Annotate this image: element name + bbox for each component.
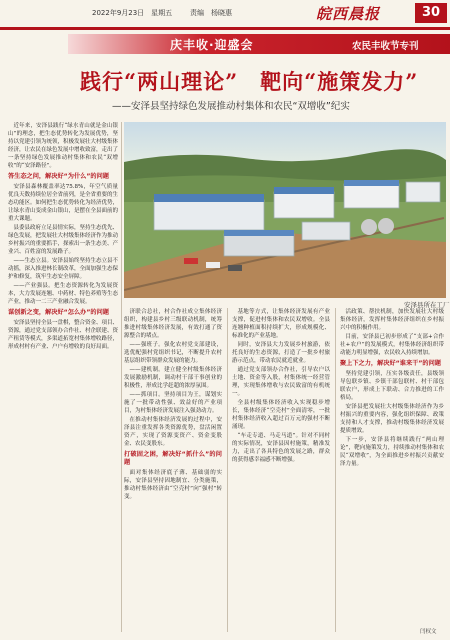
page-number: 30 <box>415 3 447 23</box>
body-paragraph: 济联合总社，村合作社成立集体经济组织，构建县乡村三级联动机制，统筹推进村级集体经济发展，有效打通了资源整合的堵点。 <box>124 309 222 339</box>
body-paragraph: ——强班子。强化农村党支部建设，选优配强村党组织书记，不断提升农村基层组织带领群众发展的能力。 <box>124 342 222 364</box>
section-label: 农民丰收节专刊 <box>352 41 419 52</box>
issue-date: 2022年9月23日 星期五 <box>92 9 173 17</box>
article-column-1 <box>8 122 118 632</box>
column-divider <box>227 308 228 632</box>
section-title: 庆丰收·迎盛会 <box>170 38 254 52</box>
body-paragraph: 近年来，安泽县践行“绿水青山就是金山银山”的理念，把生态优势转化为发展优势，坚持以党建引领为统领，积极发展壮大村级集体经济，让农民在绿色发展中增收致富，走出了一条坚持绿色发展推动村集体和农民“双增收”的“安泽路径”。 <box>8 123 118 169</box>
body-paragraph: 活政策、帮扶机制，加快发展壮大村级集体经济，发挥村集体经济组织在乡村振兴中的积极作用。 <box>340 309 444 331</box>
newspaper-name: 皖西晨报 <box>316 5 381 23</box>
photo-caption: 安泽县所在工厂 <box>404 301 450 309</box>
subsection-heading: 答生态之问，解决好“为什么”的问题 <box>8 173 109 180</box>
body-paragraph: 安泽县坚持全县一盘棋，整合资金、项目、资源，通过党支部领办合作社、村企联建、资产租赁等模式，多渠道拓宽村集体增收路径，形成村村有产业、户户有增收的良好局面。 <box>8 320 118 350</box>
masthead-rule <box>0 27 450 30</box>
body-paragraph: 通过党支部领办合作社，引导农户以土地、资金等入股，村集体统一经营管理，实现集体增收与农民致富的有机统一。 <box>232 367 330 397</box>
aerial-factory-photo <box>124 122 446 298</box>
body-paragraph: 面对集体经济底子薄、基础弱的实际，安泽县坚持因地制宜、分类施策，推动村集体经济由“空壳村”向“强村”转变。 <box>124 470 222 500</box>
subsection-heading: 聚上下之力，解决好“谁来干”的问题 <box>340 360 441 367</box>
body-paragraph: “车走专道、马走马道”。针对不同村的实际情况，安泽县因村施策，精准发力，走出了各具特色的发展之路，群众的获得感幸福感不断增强。 <box>232 433 330 463</box>
body-paragraph: 安泽县把发展壮大村级集体经济作为乡村振兴的重要内容，强化组织保障、政策支持和人才支撑，推动村级集体经济发展提质增效。 <box>340 404 444 434</box>
body-paragraph: 目前，安泽县已初步形成了“支部+合作社+农户”的发展模式，村集体经济组织带动能力明显增强，农民收入持续增加。 <box>340 334 444 356</box>
masthead <box>0 0 450 26</box>
article-byline: 闫权文 <box>420 629 437 635</box>
body-paragraph: 县委县政府立足县情实际，坚持生态优先、绿色发展，把发展壮大村级集体经济作为推动乡村振兴的重要抓手，探索出一条生态美、产业兴、百姓富的发展路子。 <box>8 225 118 255</box>
body-paragraph: ——抓项目。坚持项目为王，谋划实施了一批带动性强、效益好的产业项目，为村集体经济发展注入强劲动力。 <box>124 392 222 414</box>
column-divider <box>335 308 336 632</box>
article-column-2 <box>124 308 222 632</box>
body-paragraph: ——生态立县。安泽县始终坚持生态立县不动摇，深入推进林长制改革，全面加强生态保护和修复，筑牢生态安全屏障。 <box>8 258 118 280</box>
body-paragraph: 下一步，安泽县将继续践行“两山理论”，靶向施策发力，持续推动村集体和农民“双增收”，为全面推进乡村振兴贡献安泽力量。 <box>340 437 444 467</box>
body-paragraph: 同时，安泽县大力发展乡村旅游，依托良好的生态资源，打造了一批乡村旅游示范点，带动农民就近就业。 <box>232 342 330 364</box>
body-paragraph: 基地等方式，让集体经济发展有产业支撑，促进村集体和农民双增收。全县连翘种植面积持续扩大，形成规模化、标准化的产业基地。 <box>232 309 330 339</box>
body-paragraph: 全县村级集体经济收入实现稳步增长，集体经济“空壳村”全面清零，一批村集体经济收入超过百万元的强村不断涌现。 <box>232 400 330 430</box>
article-subhead: ——安泽县坚持绿色发展推动村集体和农民“双增收”纪实 <box>112 101 350 112</box>
body-paragraph: ——产业强县。把生态资源转化为发展资本，大力发展连翘、中药材、特色养殖等生态产业，推动一二三产业融合发展。 <box>8 283 118 305</box>
subsection-heading: 谋创新之变，解决好“怎么办”的问题 <box>8 309 109 316</box>
article-column-4 <box>340 308 444 632</box>
article-headline: 践行“两山理论” 靶向“施策发力” <box>80 69 419 94</box>
column-divider <box>121 122 122 632</box>
body-paragraph: 安泽县森林覆盖率达75.8%，年空气质量优良天数持续位居全省前列，是全省重要的生态功能区。如何把生态优势转化为经济优势，让绿水青山变成金山银山，是摆在全县面前的重大课题。 <box>8 184 118 222</box>
editor-credit: 责编 杨晓惠 <box>190 9 232 17</box>
article-column-3 <box>232 308 330 632</box>
body-paragraph: 坚持党建引领，压实各级责任，县级领导包联乡镇、乡镇干部包联村、村干部包联农户，形成上下联动、合力推进的工作格局。 <box>340 371 444 401</box>
factory-photo-illustration <box>124 122 446 298</box>
body-paragraph: ——建机制。建立健全村级集体经济发展激励机制，调动村干部干事创业的积极性，形成比学赶超的浓厚氛围。 <box>124 367 222 389</box>
subsection-heading: 打破固之困，解决好“抓什么”的问题 <box>124 451 222 466</box>
body-paragraph: 在推动村集体经济发展的过程中，安泽县注重发挥各类资源优势，盘活闲置资产，实现了资源变资产、资金变股金、农民变股东。 <box>124 417 222 447</box>
